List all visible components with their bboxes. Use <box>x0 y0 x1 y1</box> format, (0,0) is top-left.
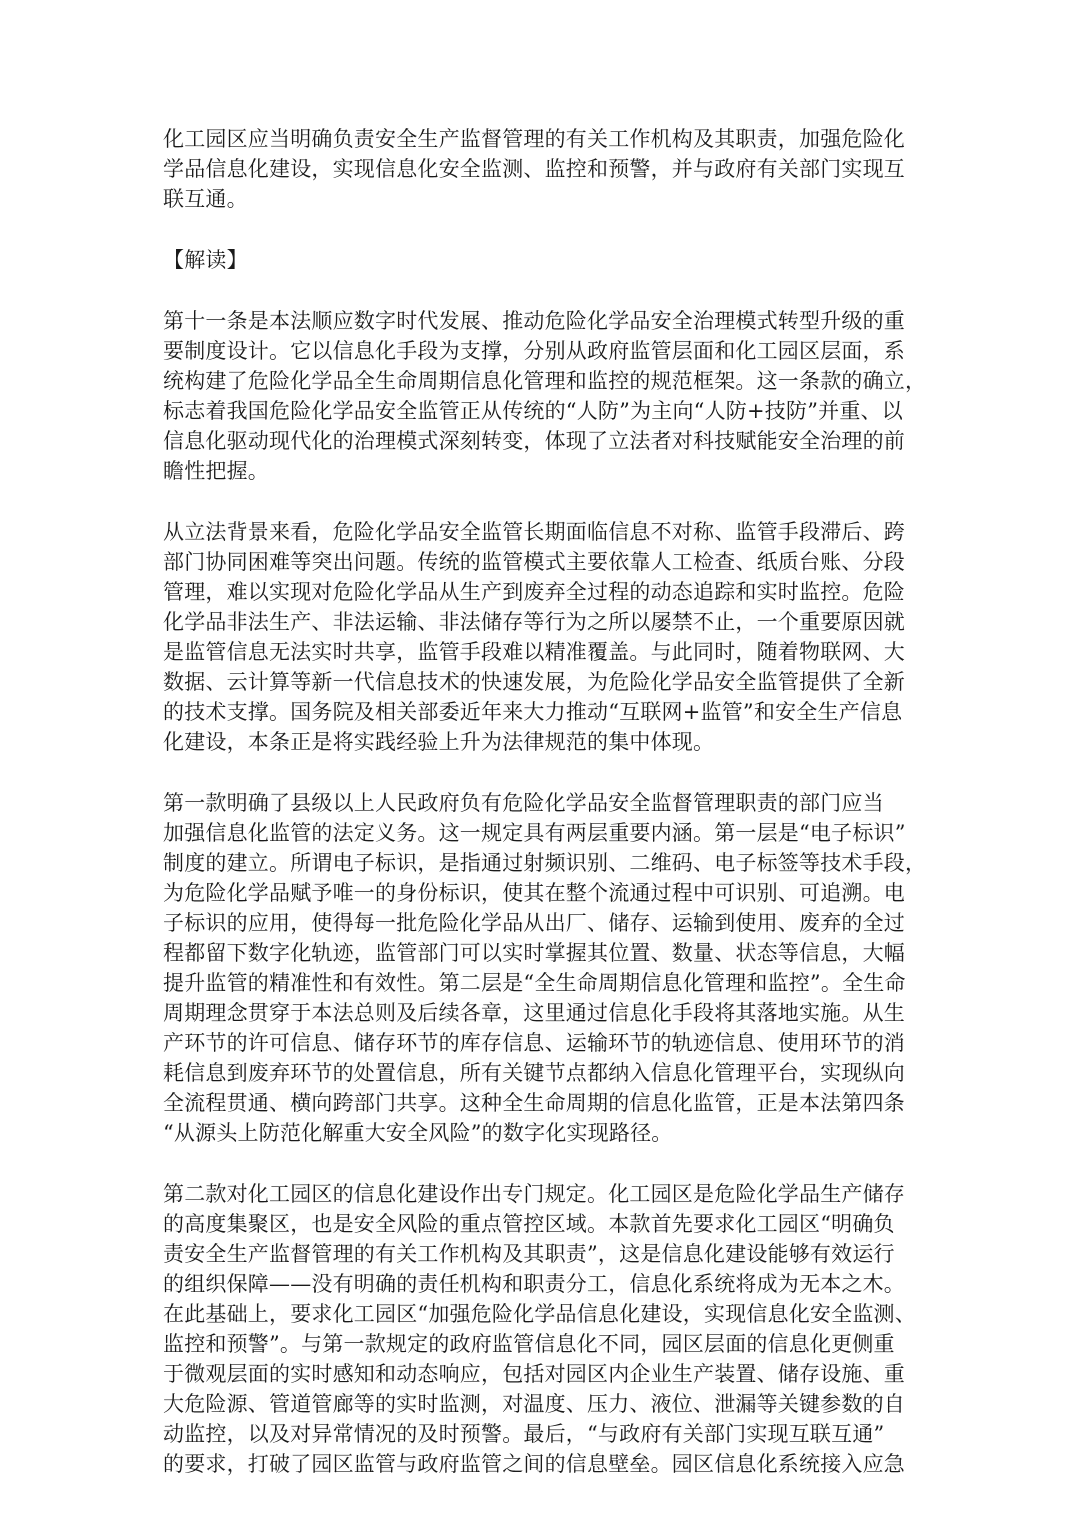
text-line: 动监控，以及对异常情况的及时预警。最后，“与政府有关部门实现互联互通” <box>163 1422 885 1446</box>
text-line: 第一款明确了县级以上人民政府负有危险化学品安全监督管理职责的部门应当 <box>163 791 884 815</box>
paragraph-gap <box>163 214 923 245</box>
paragraph <box>163 306 927 486</box>
text-line: 加强信息化监管的法定义务。这一规定具有两层重要内涵。第一层是“电子标识” <box>163 821 906 845</box>
text-line: 于微观层面的实时感知和动态响应，包括对园区内企业生产装置、储存设施、重 <box>163 1362 905 1386</box>
text-line: 为危险化学品赋予唯一的身份标识，使其在整个流通过程中可识别、可追溯。电 <box>163 881 905 905</box>
text-line: 从立法背景来看，危险化学品安全监管长期面临信息不对称、监管手段滞后、跨 <box>163 520 905 544</box>
paragraph <box>163 1179 923 1479</box>
text-line: 耗信息到废弃环节的处置信息，所有关键节点都纳入信息化管理平台，实现纵向 <box>163 1061 905 1085</box>
text-line: 制度的建立。所谓电子标识，是指通过射频识别、二维码、电子标签等技术手段， <box>163 851 927 875</box>
text-line: 责安全生产监督管理的有关工作机构及其职责”，这是信息化建设能够有效运行 <box>163 1242 895 1266</box>
text-line: 数据、云计算等新一代信息技术的快速发展，为危险化学品安全监管提供了全新 <box>163 670 905 694</box>
paragraph-gap <box>163 486 923 517</box>
text-line: 第十一条是本法顺应数字时代发展、推动危险化学品安全治理模式转型升级的重 <box>163 309 905 333</box>
text-line: 周期理念贯穿于本法总则及后续各章，这里通过信息化手段将其落地实施。从生 <box>163 1001 905 1025</box>
text-line: 信息化驱动现代化的治理模式深刻转变，体现了立法者对科技赋能安全治理的前 <box>163 429 905 453</box>
text-line: 的技术支撑。国务院及相关部委近年来大力推动“互联网+监管”和安全生产信息 <box>163 700 903 724</box>
text-line: 提升监管的精准性和有效性。第二层是“全生命周期信息化管理和监控”。全生命 <box>163 971 906 995</box>
text-line: “从源头上防范化解重大安全风险”的数字化实现路径。 <box>163 1121 673 1145</box>
paragraph <box>163 788 927 1148</box>
text-line: 化建设，本条正是将实践经验上升为法律规范的集中体现。 <box>163 730 715 754</box>
paragraph-gap <box>163 1148 923 1179</box>
text-line: 学品信息化建设，实现信息化安全监测、监控和预警，并与政府有关部门实现互 <box>163 157 905 181</box>
paragraph-gap <box>163 275 923 306</box>
text-line: 化学品非法生产、非法运输、非法储存等行为之所以屡禁不止，一个重要原因就 <box>163 610 905 634</box>
text-line: 瞻性把握。 <box>163 459 269 483</box>
text-line: 部门协同困难等突出问题。传统的监管模式主要依靠人工检查、纸质台账、分段 <box>163 550 905 574</box>
text-line: 产环节的许可信息、储存环节的库存信息、运输环节的轨迹信息、使用环节的消 <box>163 1031 905 1055</box>
section-heading <box>163 245 923 275</box>
text-line: 的高度集聚区，也是安全风险的重点管控区域。本款首先要求化工园区“明确负 <box>163 1212 895 1236</box>
document-body <box>163 124 927 1479</box>
paragraph <box>163 517 923 757</box>
text-line: 联互通。 <box>163 187 248 211</box>
text-line: 监控和预警”。与第一款规定的政府监管信息化不同，园区层面的信息化更侧重 <box>163 1332 895 1356</box>
text-line: 子标识的应用，使得每一批危险化学品从出厂、储存、运输到使用、废弃的全过 <box>163 911 905 935</box>
text-line: 标志着我国危险化学品安全监管正从传统的“人防”为主向“人防+技防”并重、以 <box>163 399 903 423</box>
text-line: 要制度设计。它以信息化手段为支撑，分别从政府监管层面和化工园区层面，系 <box>163 339 905 363</box>
text-line: 统构建了危险化学品全生命周期信息化管理和监控的规范框架。这一条款的确立， <box>163 369 927 393</box>
text-line: 是监管信息无法实时共享，监管手段难以精准覆盖。与此同时，随着物联网、大 <box>163 640 905 664</box>
text-line: 化工园区应当明确负责安全生产监督管理的有关工作机构及其职责，加强危险化 <box>163 127 905 151</box>
text-line: 的要求，打破了园区监管与政府监管之间的信息壁垒。园区信息化系统接入应急 <box>163 1452 905 1476</box>
text-line: 程都留下数字化轨迹，监管部门可以实时掌握其位置、数量、状态等信息，大幅 <box>163 941 905 965</box>
text-line: 第二款对化工园区的信息化建设作出专门规定。化工园区是危险化学品生产储存 <box>163 1182 905 1206</box>
text-line: 大危险源、管道管廊等的实时监测，对温度、压力、液位、泄漏等关键参数的自 <box>163 1392 905 1416</box>
paragraph-gap <box>163 757 923 788</box>
text-line: 的组织保障——没有明确的责任机构和职责分工，信息化系统将成为无本之木。 <box>163 1272 905 1296</box>
text-line: 全流程贯通、横向跨部门共享。这种全生命周期的信息化监管，正是本法第四条 <box>163 1091 905 1115</box>
text-line: 【解读】 <box>163 248 248 272</box>
text-line: 管理，难以实现对危险化学品从生产到废弃全过程的动态追踪和实时监控。危险 <box>163 580 905 604</box>
paragraph <box>163 124 923 214</box>
text-line: 在此基础上，要求化工园区“加强危险化学品信息化建设，实现信息化安全监测、 <box>163 1302 916 1326</box>
